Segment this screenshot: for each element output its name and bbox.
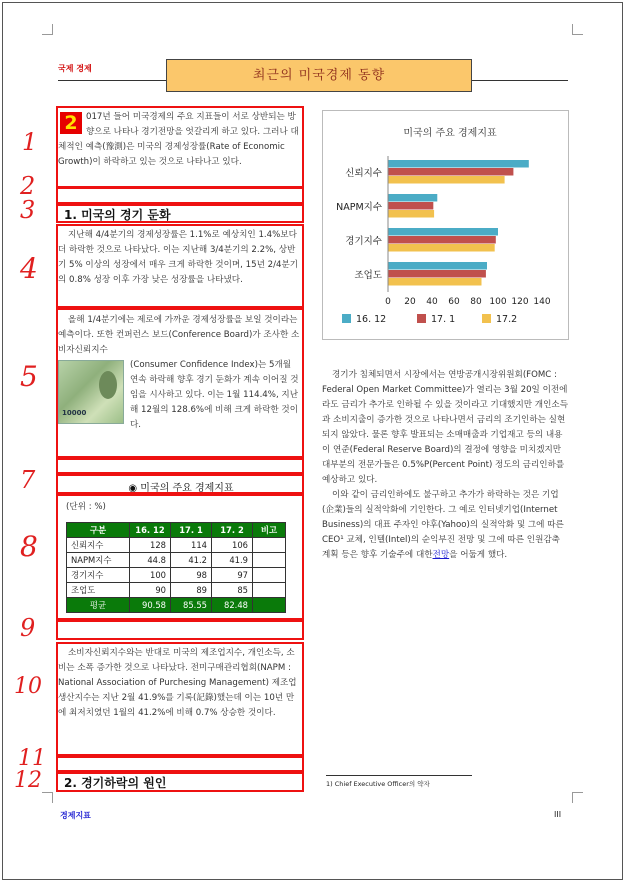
annotation-number: 7 bbox=[20, 466, 36, 494]
cell: 경기지수 bbox=[67, 568, 130, 583]
annotation-number: 4 bbox=[20, 252, 38, 285]
page-number: III bbox=[554, 810, 562, 819]
cell: 106 bbox=[212, 538, 253, 553]
footnote: 1) Chief Executive Officer의 약자 bbox=[326, 780, 430, 788]
paragraph-2-part2: (Consumer Confidence Index)는 5개월 연속 하락해 향후 경기 둔화가 계속 이어질 것임을 시사하고 있다. 이는 1월 114.4%, 지난해 12월의 128.6%에 비해 크게 하락한 것이다. bbox=[130, 360, 299, 430]
bar bbox=[388, 270, 486, 278]
intro-text: 017년 들어 미국경제의 주요 지표들이 서로 상반되는 방향으로 나타나 경기전망을 엇갈리게 하고 있다. 그러나 대체적인 예측(豫測)은 미국의 경제성장률(Rate of Economic Growth)이 하락하고 있는 것으로 나타나고 있다. bbox=[58, 112, 299, 167]
header-cell: 16. 12 bbox=[130, 523, 171, 538]
bar bbox=[388, 202, 433, 210]
table-title: ◉ 미국의 주요 경제지표 bbox=[128, 483, 234, 494]
legend-label: 17. 1 bbox=[431, 314, 456, 325]
bar bbox=[388, 194, 437, 202]
section-heading-2: 2. 경기하락의 원인 bbox=[64, 776, 167, 790]
annotation-box-3 bbox=[56, 204, 304, 223]
legend-swatch bbox=[417, 314, 426, 323]
header-cell: 17. 2 bbox=[212, 523, 253, 538]
annotation-box-12 bbox=[56, 772, 304, 792]
paragraph-2-part1: 올해 1/4분기에는 제로에 가까운 경제성장률을 보일 것이라는 예측이다. 또한 컨퍼런스 보드(Conference Board)가 조사한 소비자신뢰지수 bbox=[58, 315, 300, 355]
bar bbox=[388, 228, 498, 236]
cell: 114 bbox=[171, 538, 212, 553]
cell: 82.48 bbox=[212, 598, 253, 613]
cell: NAPM지수 bbox=[67, 553, 130, 568]
header-label: 국제 경제 bbox=[58, 64, 92, 73]
x-tick-label: 120 bbox=[511, 297, 529, 307]
annotation-box-10 bbox=[56, 642, 304, 756]
annotation-number: 5 bbox=[20, 360, 38, 393]
header-cell: 17. 1 bbox=[171, 523, 212, 538]
paragraph-1: 지난해 4/4분기의 경제성장률은 1.1%로 예상치인 1.4%보다 더 하락한 것으로 나타났다. 이는 지난해 3/4분기의 2.2%, 상반기 5% 이상의 성장에서 매우 크게 하락한 것이며, 15년 2/4분기의 0.8% 성장 이후 가장 낮은 성장률을 나타냈다. bbox=[58, 230, 299, 285]
legend-label: 16. 12 bbox=[356, 314, 387, 325]
cell: 41.2 bbox=[171, 553, 212, 568]
cell: 97 bbox=[212, 568, 253, 583]
bar bbox=[388, 244, 495, 252]
legend-swatch bbox=[482, 314, 491, 323]
banknote-label: 10000 bbox=[62, 409, 87, 417]
bar bbox=[388, 168, 513, 176]
cell: 신뢰지수 bbox=[67, 538, 130, 553]
right-paragraph-2 bbox=[322, 488, 569, 563]
legend-label: 17.2 bbox=[496, 314, 518, 325]
annotation-box-5 bbox=[56, 308, 304, 458]
page-title: 최근의 미국경제 동향 bbox=[166, 59, 472, 92]
cell: 128 bbox=[130, 538, 171, 553]
annotation-box-11 bbox=[56, 756, 304, 772]
crop-mark-bottom-left bbox=[42, 792, 53, 803]
annotation-number: 10 bbox=[14, 674, 42, 699]
annotation-box-7 bbox=[56, 474, 304, 494]
cell: 41.9 bbox=[212, 553, 253, 568]
cell: 44.8 bbox=[130, 553, 171, 568]
footer-section-name: 경제지표 bbox=[60, 811, 91, 820]
annotation-number: 8 bbox=[20, 530, 38, 563]
x-tick-label: 140 bbox=[533, 297, 551, 307]
x-tick-label: 20 bbox=[404, 297, 416, 307]
x-tick-label: 40 bbox=[426, 297, 438, 307]
annotation-box-1 bbox=[56, 106, 304, 188]
annotation-box-9 bbox=[56, 620, 304, 640]
x-tick-label: 0 bbox=[385, 297, 391, 307]
annotation-box-6 bbox=[56, 458, 304, 474]
annotation-number: 3 bbox=[20, 196, 36, 224]
legend-swatch bbox=[342, 314, 351, 323]
paragraph-3: 소비자신뢰지수와는 반대로 미국의 제조업지수, 개인소득, 소비는 소폭 증가한 것으로 나타났다. 전미구매관리협회(NAPM : National Association of Purchesing Management) 제조업생산지수는 지난 2월 41.9%를 기록(記錄)했는데 이는 10년 만에 최저치였던 1월의 41.2%에 비해 0.7% 상승한 것이다. bbox=[58, 648, 297, 718]
annotation-number: 11 bbox=[18, 746, 46, 771]
annotation-box-4 bbox=[56, 224, 304, 308]
bar bbox=[388, 236, 496, 244]
cell: 85 bbox=[212, 583, 253, 598]
right-column-text bbox=[322, 368, 569, 563]
section-heading-1: 1. 미국의 경기 둔화 bbox=[64, 208, 171, 222]
x-tick-label: 100 bbox=[489, 297, 507, 307]
dropcap: 2 bbox=[60, 112, 82, 134]
crop-mark-top-right bbox=[572, 24, 583, 35]
category-label: 조업도 bbox=[354, 270, 382, 281]
cell: 89 bbox=[171, 583, 212, 598]
cell: 조업도 bbox=[67, 583, 130, 598]
crop-mark-bottom-right bbox=[572, 792, 583, 803]
bar bbox=[388, 262, 487, 270]
bar bbox=[388, 278, 482, 286]
annotation-number: 9 bbox=[20, 614, 36, 642]
annotation-number: 12 bbox=[14, 768, 42, 793]
header-cell: 비고 bbox=[253, 523, 286, 538]
chart-border bbox=[323, 111, 569, 340]
annotation-box-8 bbox=[56, 494, 304, 620]
cell: 90.58 bbox=[130, 598, 171, 613]
bar bbox=[388, 160, 529, 168]
annotation-box-2 bbox=[56, 187, 304, 204]
category-label: NAPM지수 bbox=[336, 202, 382, 213]
bar bbox=[388, 176, 505, 184]
category-label: 경기지수 bbox=[345, 236, 382, 247]
cell: 100 bbox=[130, 568, 171, 583]
x-tick-label: 80 bbox=[470, 297, 482, 307]
crop-mark-top-left bbox=[42, 24, 53, 35]
header-cell: 구분 bbox=[67, 523, 130, 538]
bar-chart bbox=[322, 110, 569, 340]
cell: 85.55 bbox=[171, 598, 212, 613]
right-paragraph-2-text: 이와 같이 금리인하에도 불구하고 추가가 하락하는 것은 기업(企業)들의 실적악화에 기인한다. 그 예로 인터넷기업(Internet Business)의 대표 주자인 야후(Yahoo)의 실적악화 및 그에 따른 CEO¹ 교체, 인텔(Intel)의 순익부진 전망 및 그에 따른 인원감축 계획 등은 향후 기술주에 대한 bbox=[322, 490, 564, 560]
annotation-number: 2 bbox=[20, 172, 36, 200]
footnote-rule bbox=[326, 775, 472, 776]
cell: 90 bbox=[130, 583, 171, 598]
right-paragraph-1: 경기가 침체되면서 시장에서는 연방공개시장위원회(FOMC : Federal Open Market Committee)가 열리는 3월 20일 이전에라도 금리가 추가로 인하될 수 있을 것이라고 기대했지만 개인소득과 소비지출이 증가한 것으로 나타나면서 금리의 조기인하는 실현되지 않았다. 물론 향후 발표되는 소매매출과 기업재고 등의 내용이 연준(Federal Reserve Board)의 결정에 영향을 미치겠지만 대부분의 전문가들은 0.5%P(Percent Point) 정도의 금리인하를 예상하고 있다. bbox=[322, 370, 568, 485]
right-paragraph-2-end: 을 어둡게 했다. bbox=[449, 550, 508, 560]
chart-title: 미국의 주요 경제지표 bbox=[403, 128, 497, 139]
x-tick-label: 60 bbox=[448, 297, 460, 307]
annotation-number: 1 bbox=[22, 128, 38, 156]
prospect-link[interactable]: 전망 bbox=[432, 550, 450, 560]
bar bbox=[388, 210, 434, 218]
cell: 98 bbox=[171, 568, 212, 583]
cell: 평균 bbox=[67, 598, 130, 613]
table-unit: (단위 : %) bbox=[66, 502, 106, 512]
category-label: 신뢰지수 bbox=[345, 168, 382, 179]
